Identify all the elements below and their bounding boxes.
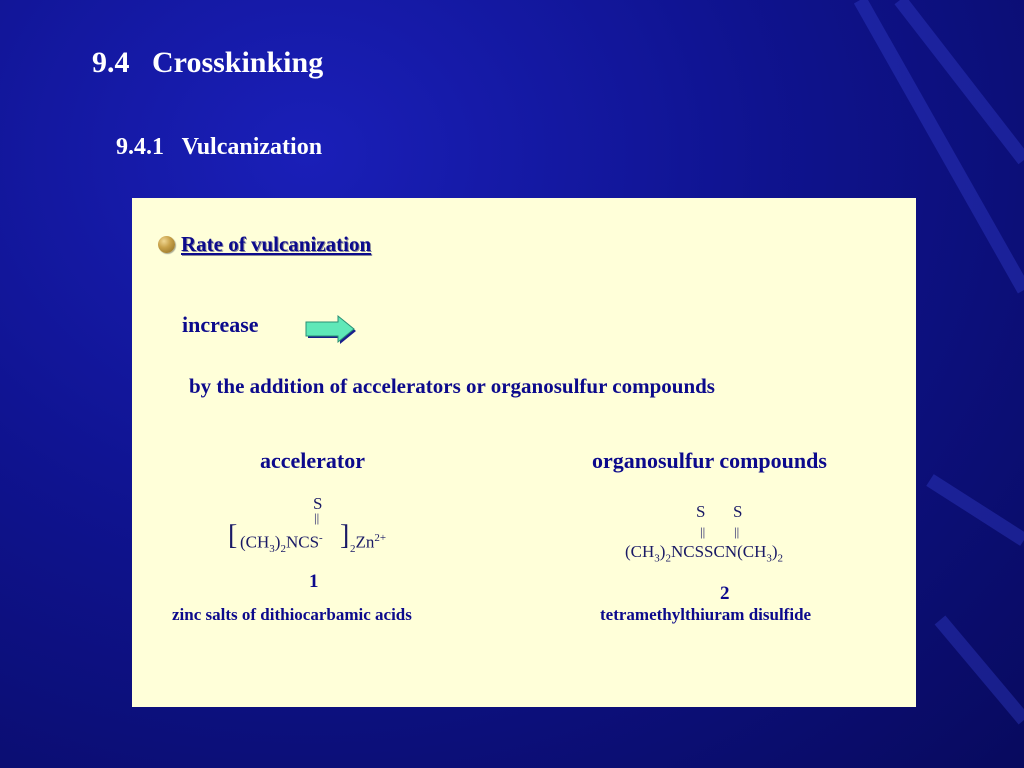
content-panel xyxy=(132,198,916,707)
compound-number-2: 2 xyxy=(720,583,730,604)
compound-number-1: 1 xyxy=(309,571,319,592)
addition-description: by the addition of accelerators or organosulfur compounds xyxy=(189,374,715,398)
formula-double-bond: || xyxy=(314,510,320,525)
slide-title: 9.4 Crosskinking xyxy=(92,46,324,79)
formula-bond2: || xyxy=(734,524,740,539)
formula-bracket-close: ] xyxy=(340,520,350,551)
slide-subtitle: 9.4.1 Vulcanization xyxy=(116,134,323,160)
increase-label: increase xyxy=(182,312,259,337)
accelerator-caption: zinc salts of dithiocarbamic acids xyxy=(172,605,412,624)
right-arrow-icon xyxy=(304,314,356,344)
bullet-icon xyxy=(158,236,175,253)
organosulfur-caption: tetramethylthiuram disulfide xyxy=(600,605,812,624)
formula-zinc: $_2Zn^{2+}$ xyxy=(350,532,387,556)
bullet-text: Rate of vulcanization xyxy=(181,232,372,256)
formula-s-top: S xyxy=(313,494,323,513)
formula-bracket-open: [ xyxy=(228,520,238,551)
accelerator-heading: accelerator xyxy=(260,448,366,473)
organosulfur-heading: organosulfur compounds xyxy=(592,448,827,473)
formula-main: $(CH_3)_2NCS^-$ xyxy=(240,532,323,556)
bullet-heading xyxy=(158,232,371,257)
formula-s1: S xyxy=(696,502,706,521)
formula-tmtd: $(CH_3)_2NCSSCN(CH_3)_2$ xyxy=(625,542,784,565)
formula-s2: S xyxy=(733,502,743,521)
formula-bond1: || xyxy=(700,524,706,539)
